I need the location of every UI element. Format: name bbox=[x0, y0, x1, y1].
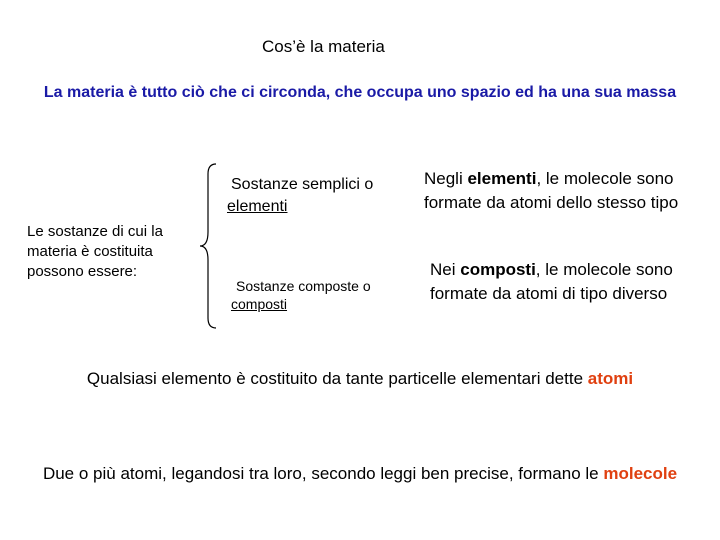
page-title: Cos’è la materia bbox=[262, 37, 385, 56]
atoms-highlight: atomi bbox=[587, 369, 634, 388]
compounds-definition-after: , le molecole sono formate da atomi di tipo diverso bbox=[430, 260, 673, 303]
molecules-statement-text: Due o più atomi, legandosi tra loro, secondo leggi ben precise, formano le bbox=[42, 464, 604, 483]
compound-substances bbox=[231, 277, 371, 313]
compounds-definition-term: composti bbox=[460, 260, 536, 279]
compounds-definition bbox=[430, 258, 690, 306]
atoms-statement-text: Qualsiasi elemento è costituito da tante particelle elementari dette bbox=[86, 369, 588, 388]
curly-brace bbox=[196, 162, 222, 330]
lead-text: Le sostanze di cui la materia è costituita possono essere: bbox=[27, 223, 163, 280]
compounds-term: composti bbox=[231, 296, 288, 312]
simple-substances-label: Sostanze semplici o bbox=[231, 176, 374, 193]
intro-statement: La materia è tutto ciò che ci circonda, che occupa uno spazio ed ha una sua massa bbox=[43, 84, 677, 101]
molecules-highlight: molecole bbox=[603, 464, 678, 483]
compounds-definition-before: Nei bbox=[430, 260, 461, 279]
compound-substances-label: Sostanze composte o bbox=[236, 278, 371, 294]
molecules-statement bbox=[20, 462, 700, 486]
atoms-statement bbox=[40, 367, 680, 391]
elements-definition bbox=[424, 167, 694, 215]
elements-definition-after: , le molecole sono formate da atomi dello stesso tipo bbox=[424, 169, 679, 212]
elements-definition-term: elementi bbox=[467, 169, 537, 188]
simple-substances bbox=[227, 174, 373, 218]
elements-term: elementi bbox=[227, 198, 288, 215]
elements-definition-before: Negli bbox=[424, 169, 468, 188]
